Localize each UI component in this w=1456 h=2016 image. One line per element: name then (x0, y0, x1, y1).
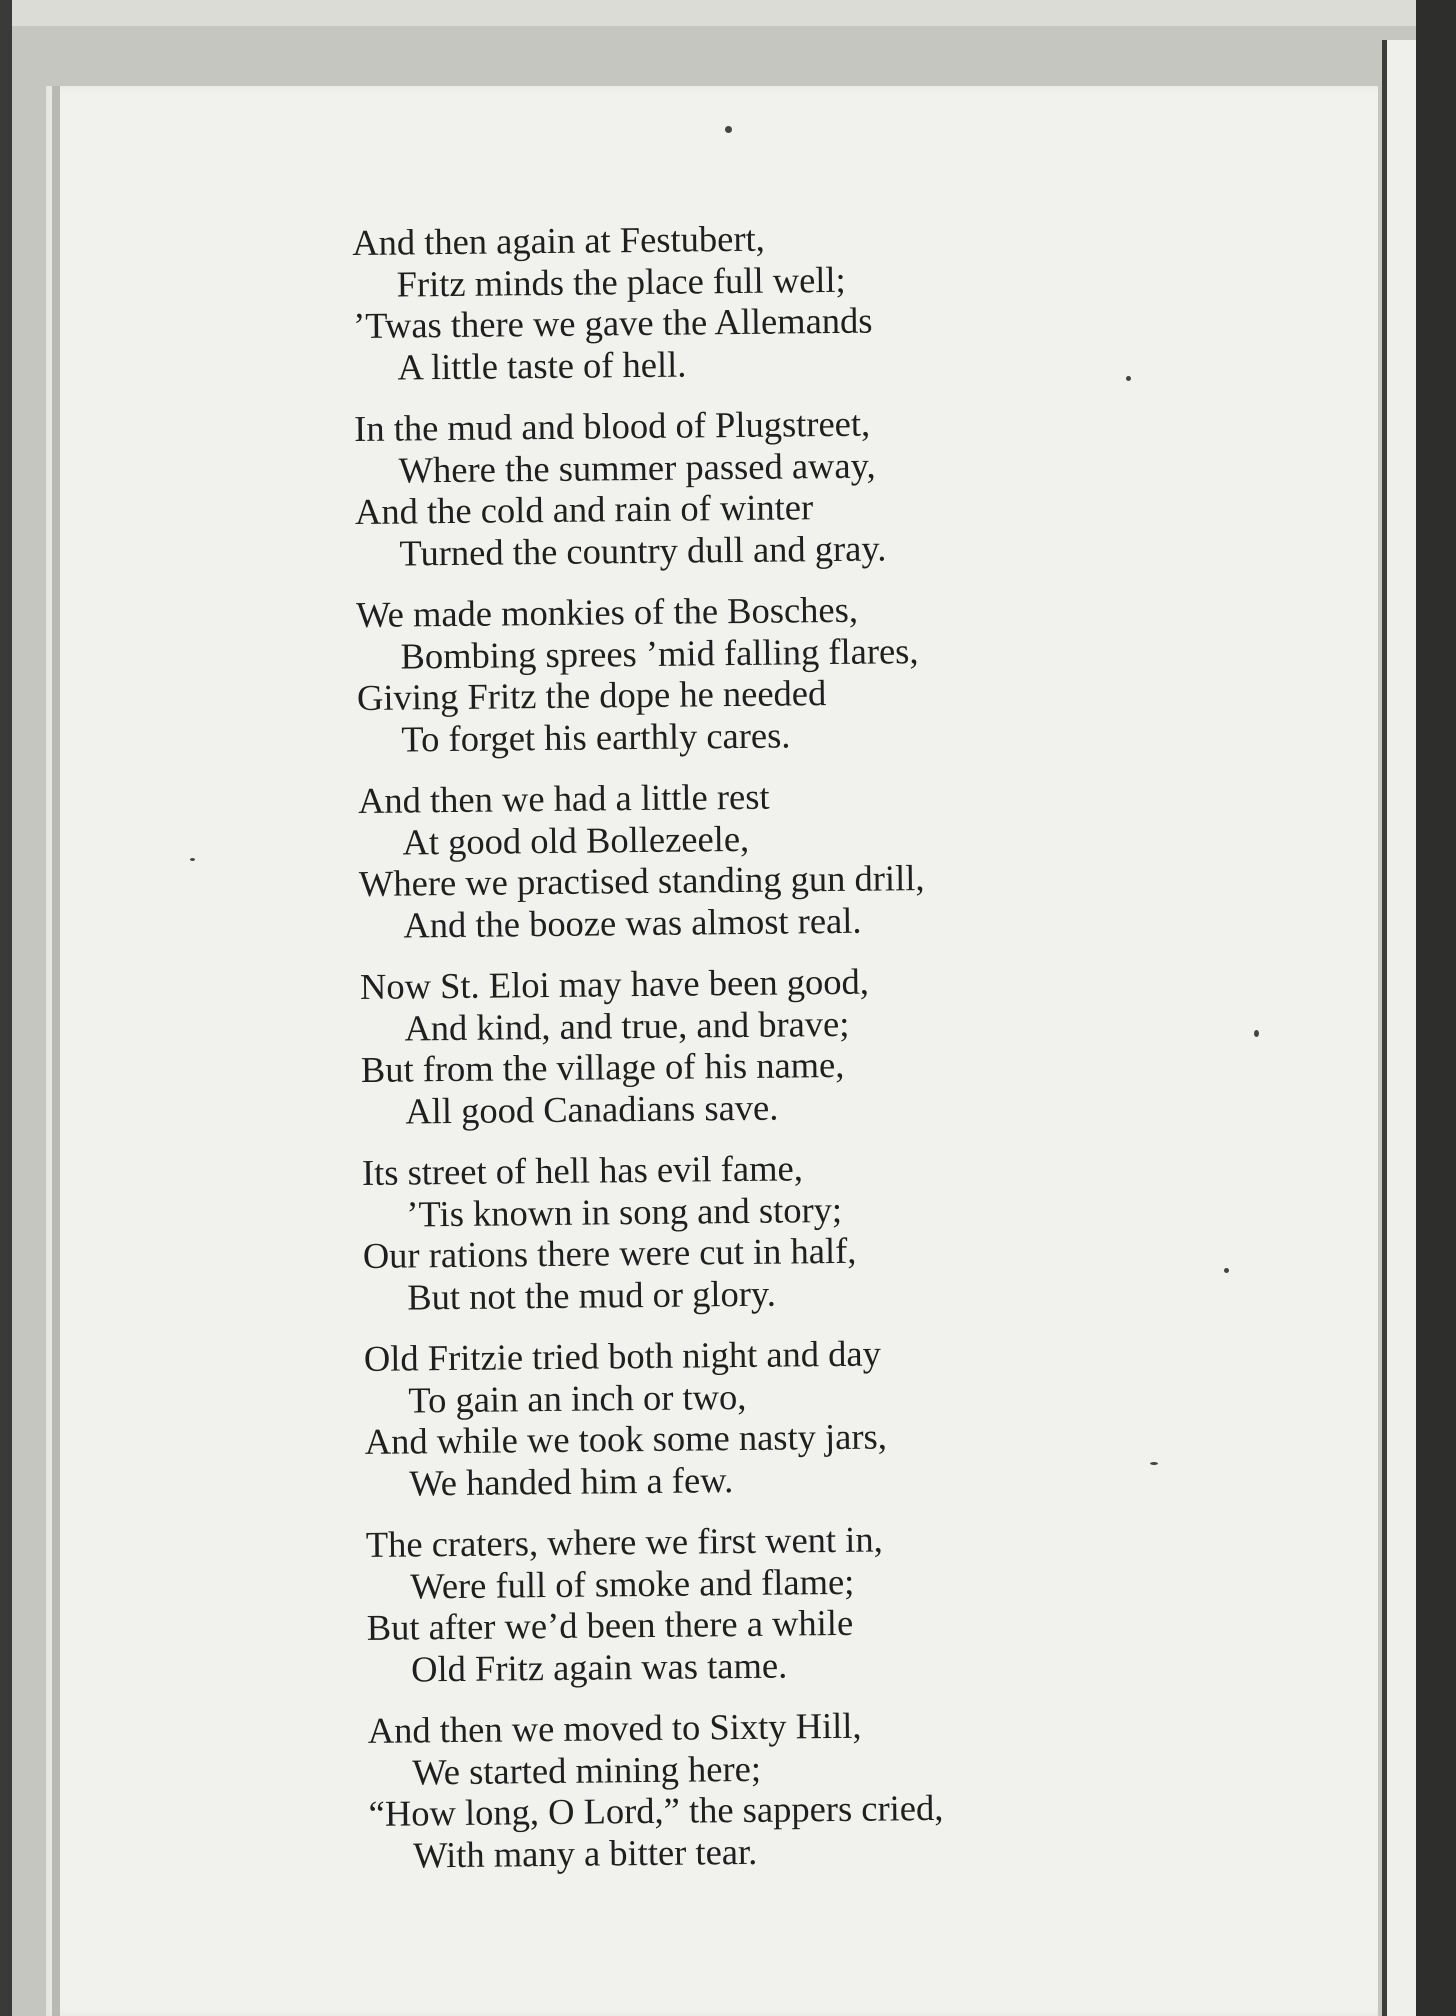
poem-line: But not the mud or glory. (407, 1272, 777, 1317)
poem-line: ’Twas there we gave the Allemands (352, 299, 873, 346)
poem-line: We handed him a few. (408, 1458, 734, 1503)
scan-background-left (0, 0, 12, 2016)
poem-line: All good Canadians save. (405, 1086, 779, 1131)
poem-line: Bombing sprees ’mid falling flares, (400, 629, 919, 677)
poem-line: To forget his earthly cares. (401, 713, 791, 760)
poem-line: With many a bitter tear. (412, 1830, 758, 1875)
poem-line: And then again at Festubert, (352, 217, 765, 263)
poem-line: But after we’d been there a while (366, 1601, 854, 1648)
poem-line: At good old Bollezeele, (402, 817, 750, 863)
stanza (364, 1329, 1266, 1504)
poem-line: “How long, O Lord,” the sappers cried, (368, 1786, 944, 1834)
poem-line: ’Tis known in song and story; (406, 1188, 843, 1234)
stanza (366, 1515, 1268, 1690)
stanza (360, 957, 1262, 1132)
specks (190, 858, 195, 861)
scan-background-right (1416, 0, 1456, 2016)
poem-line: The craters, where we first went in, (365, 1518, 883, 1565)
poem-line: And kind, and true, and brave; (404, 1002, 850, 1048)
poem-line: We started mining here; (412, 1747, 762, 1792)
poem-line: Where the summer passed away, (398, 444, 876, 491)
page-edge-shadow (52, 86, 60, 2016)
poem-line: Old Fritz again was tame. (410, 1644, 788, 1689)
poem-line: A little taste of hell. (397, 343, 687, 388)
poem-line: But from the village of his name, (360, 1043, 845, 1090)
poem-line: Its street of hell has evil fame, (361, 1147, 804, 1193)
specks (725, 126, 732, 133)
poem-line: We made monkies of the Bosches, (355, 588, 859, 635)
poem-line: Were full of smoke and flame; (410, 1560, 855, 1606)
poem-line: And the cold and rain of winter (354, 486, 814, 532)
poem-line: And then we had a little rest (357, 775, 770, 821)
poem-line: Our rations there were cut in half, (362, 1229, 857, 1276)
stanza (352, 213, 1254, 388)
poem-line: And then we moved to Sixty Hill, (367, 1704, 862, 1751)
stanza (354, 399, 1256, 574)
poem-text (352, 213, 1269, 1896)
poem-line: In the mud and blood of Plugstreet, (353, 402, 871, 449)
poem-line: To gain an inch or two, (408, 1375, 747, 1420)
stanza (356, 585, 1258, 760)
poem-line: Where we practised standing gun drill, (358, 857, 925, 904)
poem-line: Old Fritzie tried both night and day (363, 1332, 882, 1379)
poem-line: And while we took some nasty jars, (364, 1415, 888, 1462)
poem-line: Now St. Eloi may have been good, (359, 960, 870, 1007)
stanza (362, 1143, 1264, 1318)
poem-line: And the booze was almost real. (403, 899, 862, 945)
stanza (358, 771, 1260, 946)
stanza (368, 1700, 1270, 1875)
poem-line: Giving Fritz the dope he needed (356, 672, 827, 718)
poem-line: Fritz minds the place full well; (396, 258, 846, 305)
poem-line: Turned the country dull and gray. (399, 526, 887, 574)
